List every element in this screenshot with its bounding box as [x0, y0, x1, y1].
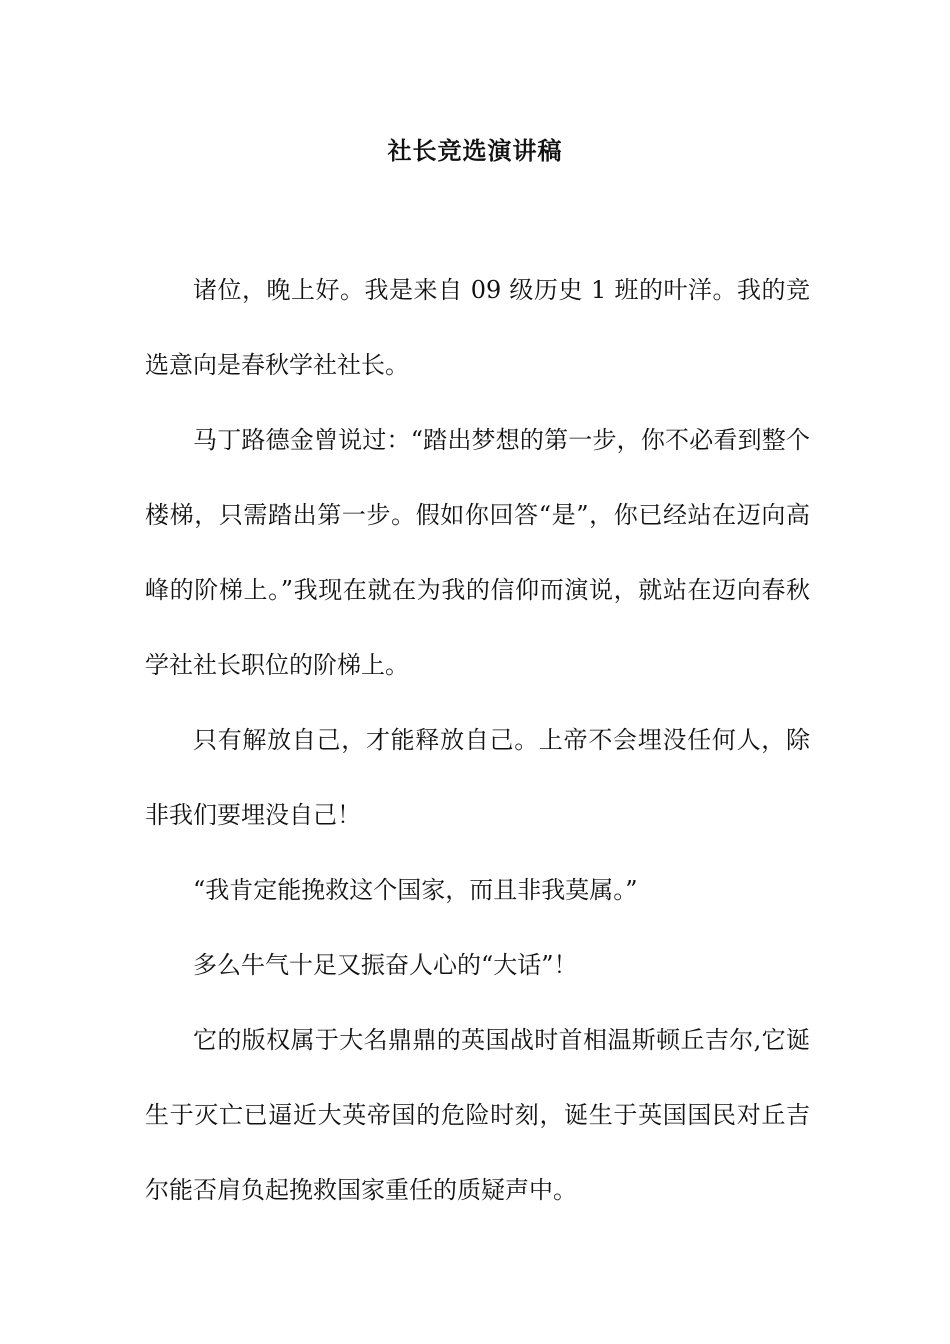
- paragraph: “我肯定能挽救这个国家，而且非我莫属。”: [193, 876, 638, 904]
- paragraph: 只有解放自己，才能释放自己。上帝不会埋没任何人，除非我们要埋没自己！: [145, 726, 810, 829]
- document-body: [145, 253, 810, 1228]
- paragraph: 诸位，晚上好。我是来自 09 级历史 1 班的叶洋。我的竞选意向是春秋学社社长。: [145, 276, 810, 379]
- paragraph: 多么牛气十足又振奋人心的“大话”！: [193, 951, 578, 979]
- paragraph: 马丁路德金曾说过：“踏出梦想的第一步，你不必看到整个楼梯，只需踏出第一步。假如你回答“是”，你已经站在迈向高峰的阶梯上。”我现在就在为我的信仰而演说，就站在迈向春秋学社社长职位的阶梯上。: [145, 426, 810, 679]
- paragraph: 它的版权属于大名鼎鼎的英国战时首相温斯顿丘吉尔,它诞生于灭亡已逼近大英帝国的危险时刻，诞生于英国国民对丘吉尔能否肩负起挽救国家重任的质疑声中。: [145, 1026, 810, 1204]
- document-title: 社长竞选演讲稿: [387, 136, 563, 165]
